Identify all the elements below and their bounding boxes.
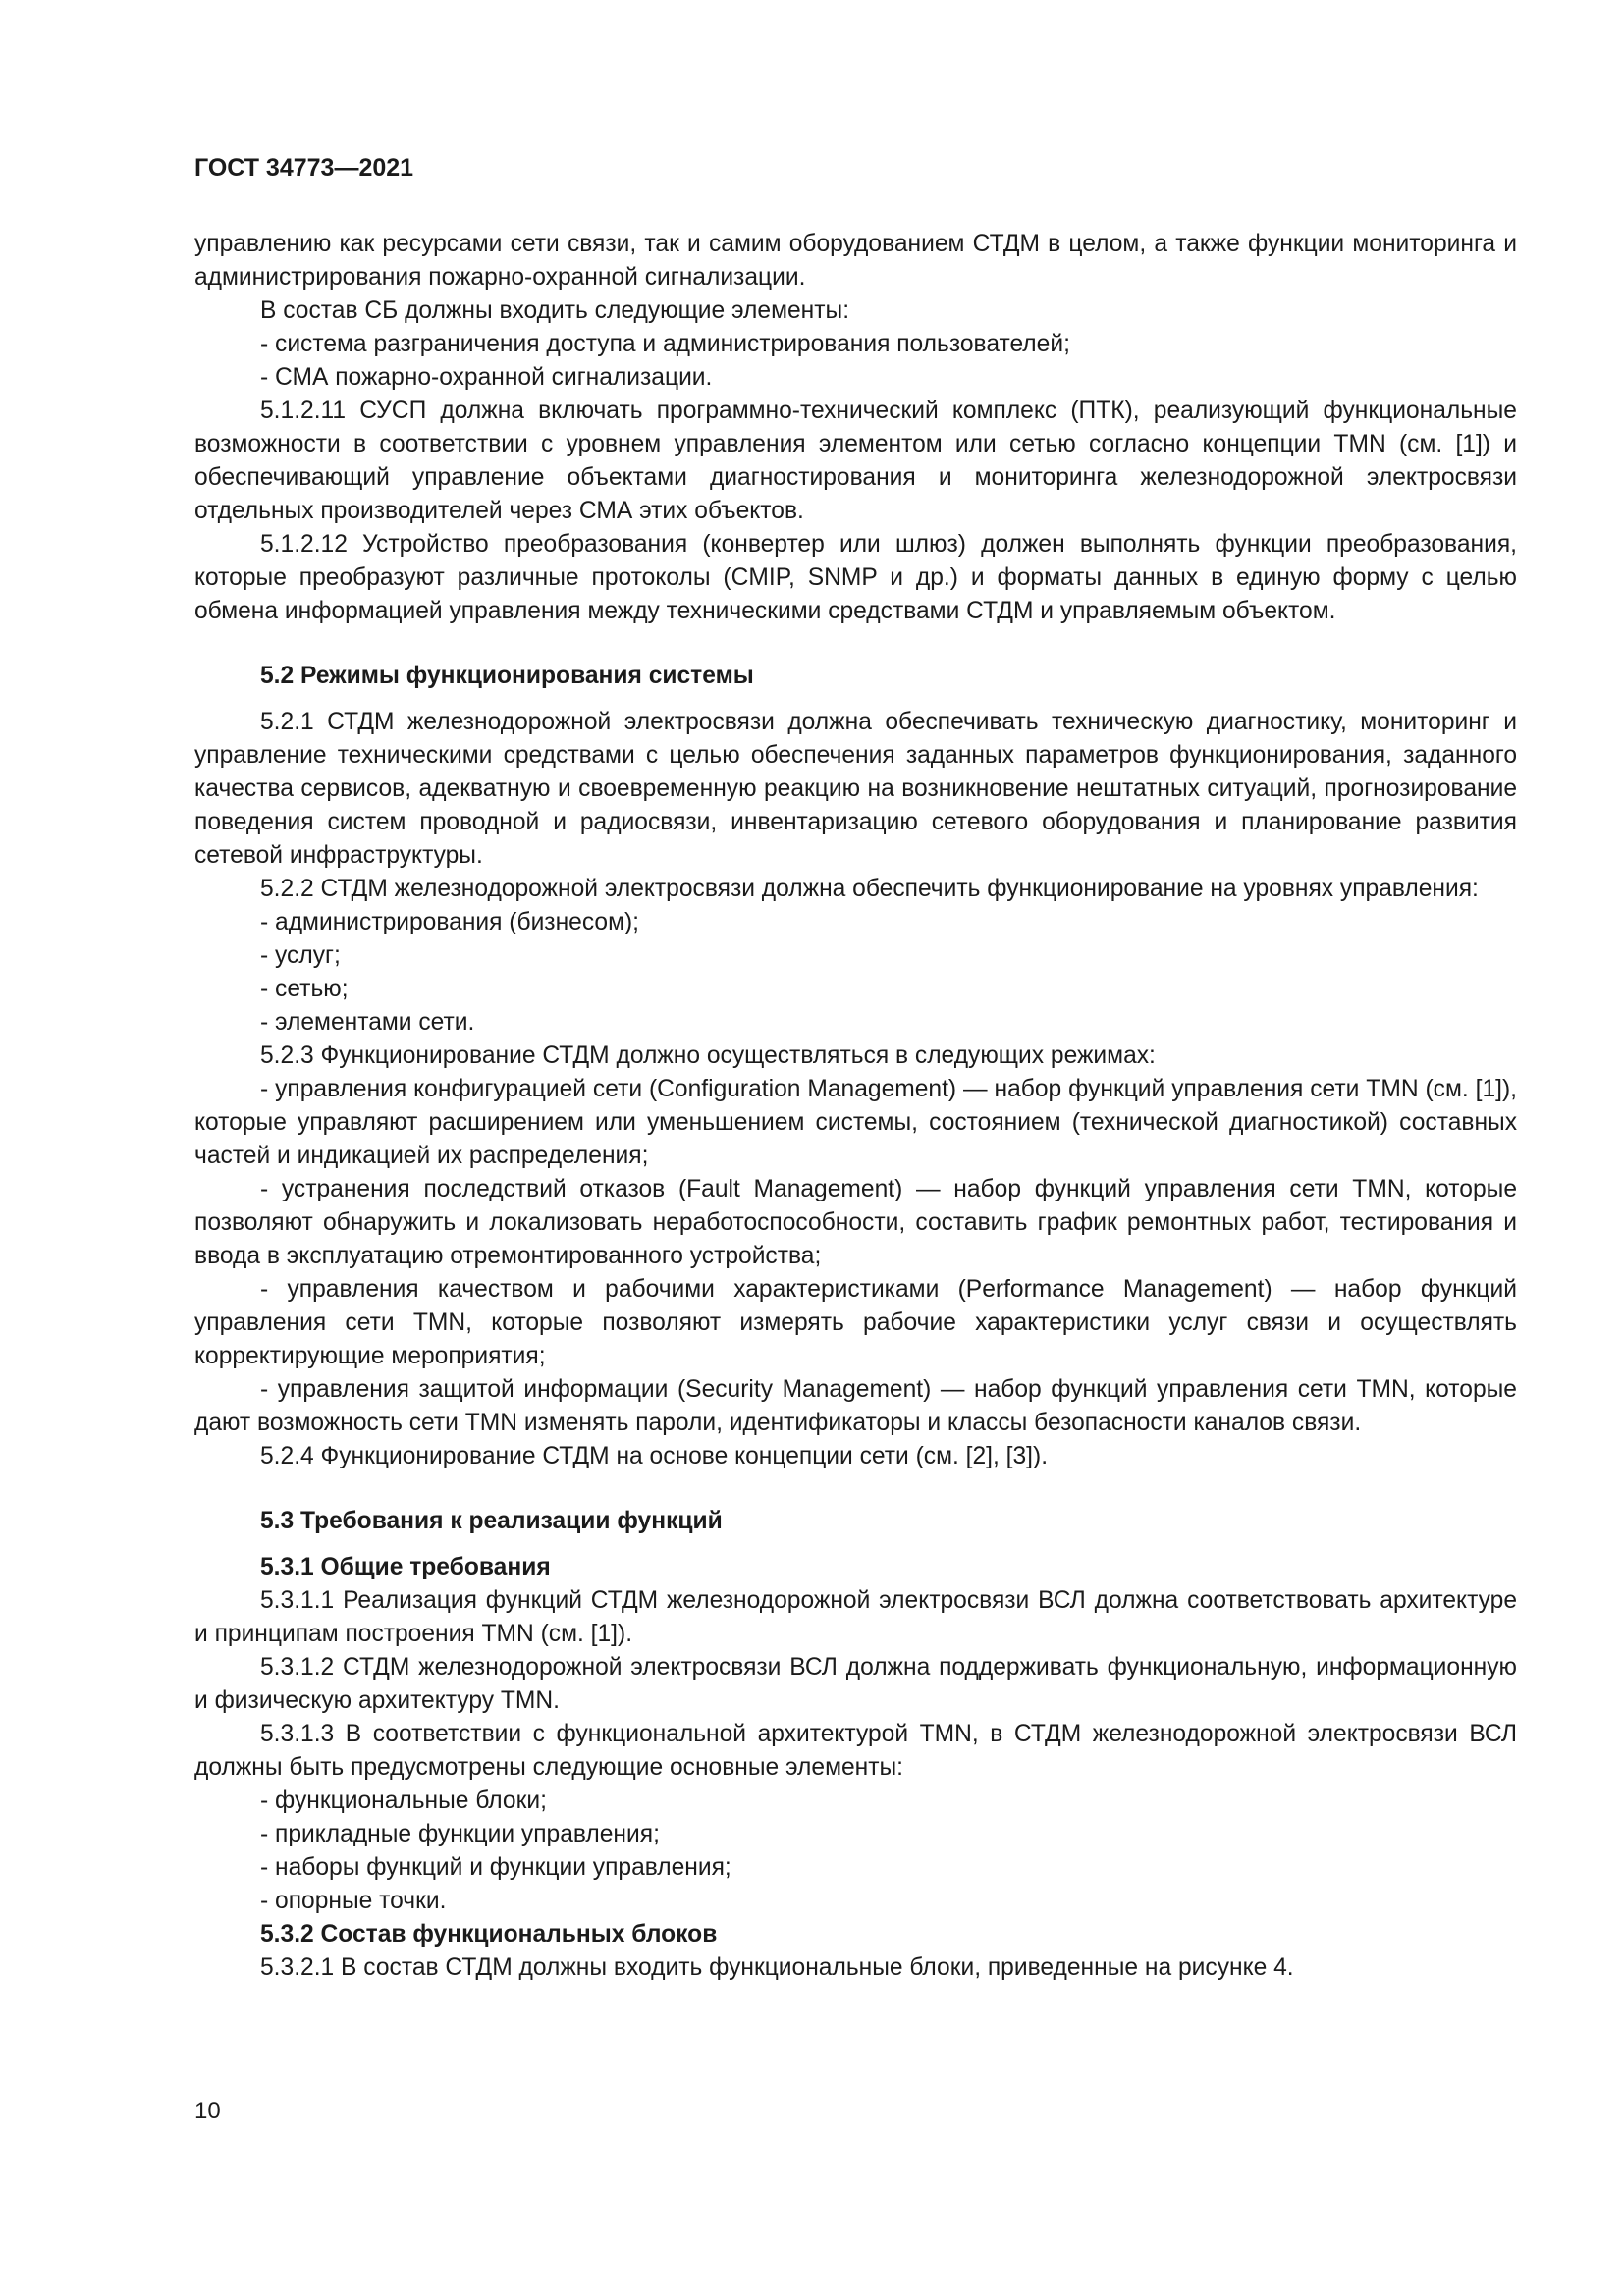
section-heading: 5.2 Режимы функционирования системы [260, 663, 754, 689]
paragraph: 5.1.2.11 СУСП должна включать программно-технический комплекс (ПТК), реализующий функциональные возможности в соответствии с уровнем управления элементом или сетью согласно концепции TMN (см. [1]) и обеспечивающий управление объектами диагностирования и мониторинга железнодорожной электросвязи отдельных производителей через СМА этих объектов. [194, 398, 1517, 524]
list-item: - СМА пожарно-охранной сигнализации. [260, 364, 713, 391]
paragraph: 5.3.1.3 В соответствии с функциональной архитектурой TMN, в СТДМ железнодорожной электросвязи ВСЛ должны быть предусмотрены следующие основные элементы: [194, 1721, 1517, 1781]
paragraph: 5.3.1.2 СТДМ железнодорожной электросвязи ВСЛ должна поддерживать функциональную, информационную и физическую архитектуру TMN. [194, 1654, 1517, 1714]
paragraph: 5.2.4 Функционирование СТДМ на основе концепции сети (см. [2], [3]). [260, 1443, 1049, 1469]
list-item: - прикладные функции управления; [260, 1821, 660, 1847]
paragraph: 5.3.1.1 Реализация функций СТДМ железнодорожной электросвязи ВСЛ должна соответствовать архитектуре и принципам построения TMN (см. [1]). [194, 1587, 1517, 1647]
paragraph: В состав СБ должны входить следующие элементы: [260, 297, 850, 324]
list-item: - опорные точки. [260, 1888, 447, 1914]
list-item: - сетью; [260, 976, 349, 1002]
list-item: - функциональные блоки; [260, 1788, 547, 1814]
list-item: - администрирования (бизнесом); [260, 909, 640, 935]
list-item: - наборы функций и функции управления; [260, 1854, 731, 1881]
list-item: - устранения последствий отказов (Fault Management) — набор функций управления сети TMN, которые позволяют обнаружить и локализовать неработоспособности, составить график ремонтных работ, тестирования и ввода в эксплуатацию отремонтированного устройства; [194, 1176, 1517, 1269]
paragraph: 5.1.2.12 Устройство преобразования (конвертер или шлюз) должен выполнять функции преобразования, которые преобразуют различные протоколы (CMIP, SNMP и др.) и форматы данных в единую форму с целью обмена информацией управления между техническими средствами СТДМ и управляемым объектом. [194, 531, 1517, 624]
list-item: - услуг; [260, 942, 341, 969]
list-item: - управления защитой информации (Security Management) — набор функций управления сети TMN, которые дают возможность сети TMN изменять пароли, идентификаторы и классы безопасности каналов связи. [194, 1376, 1517, 1436]
section-heading: 5.3 Требования к реализации функций [260, 1508, 723, 1534]
page-number: 10 [194, 2098, 221, 2124]
paragraph: 5.2.3 Функционирование СТДМ должно осуществляться в следующих режимах: [260, 1042, 1156, 1069]
paragraph: 5.3.2.1 В состав СТДМ должны входить функциональные блоки, приведенные на рисунке 4. [260, 1954, 1294, 1981]
subsection-heading: 5.3.1 Общие требования [260, 1554, 551, 1580]
paragraph: 5.2.2 СТДМ железнодорожной электросвязи должна обеспечить функционирование на уровнях управления: [260, 876, 1479, 902]
paragraph: управлению как ресурсами сети связи, так и самим оборудованием СТДМ в целом, а также функции мониторинга и администрирования пожарно-охранной сигнализации. [194, 231, 1517, 291]
document-header: ГОСТ 34773—2021 [194, 154, 414, 182]
document-body [194, 228, 1517, 1985]
list-item: - система разграничения доступа и администрирования пользователей; [260, 331, 1070, 357]
list-item: - управления конфигурацией сети (Configuration Management) — набор функций управления сети TMN (см. [1]), которые управляют расширением или уменьшением системы, состоянием (технической диагностикой) составных частей и индикацией их распределения; [194, 1076, 1517, 1169]
paragraph: 5.2.1 СТДМ железнодорожной электросвязи должна обеспечивать техническую диагностику, мониторинг и управление техническими средствами с целью обеспечения заданных параметров функционирования, заданного качества сервисов, адекватную и своевременную реакцию на возникновение нештатных ситуаций, прогнозирование поведения систем проводной и радиосвязи, инвентаризацию сетевого оборудования и планирование развития сетевой инфраструктуры. [194, 709, 1517, 869]
list-item: - управления качеством и рабочими характеристиками (Performance Management) — набор функций управления сети TMN, которые позволяют измерять рабочие характеристики услуг связи и осуществлять корректирующие мероприятия; [194, 1276, 1517, 1369]
subsection-heading: 5.3.2 Состав функциональных блоков [260, 1921, 718, 1948]
list-item: - элементами сети. [260, 1009, 475, 1036]
